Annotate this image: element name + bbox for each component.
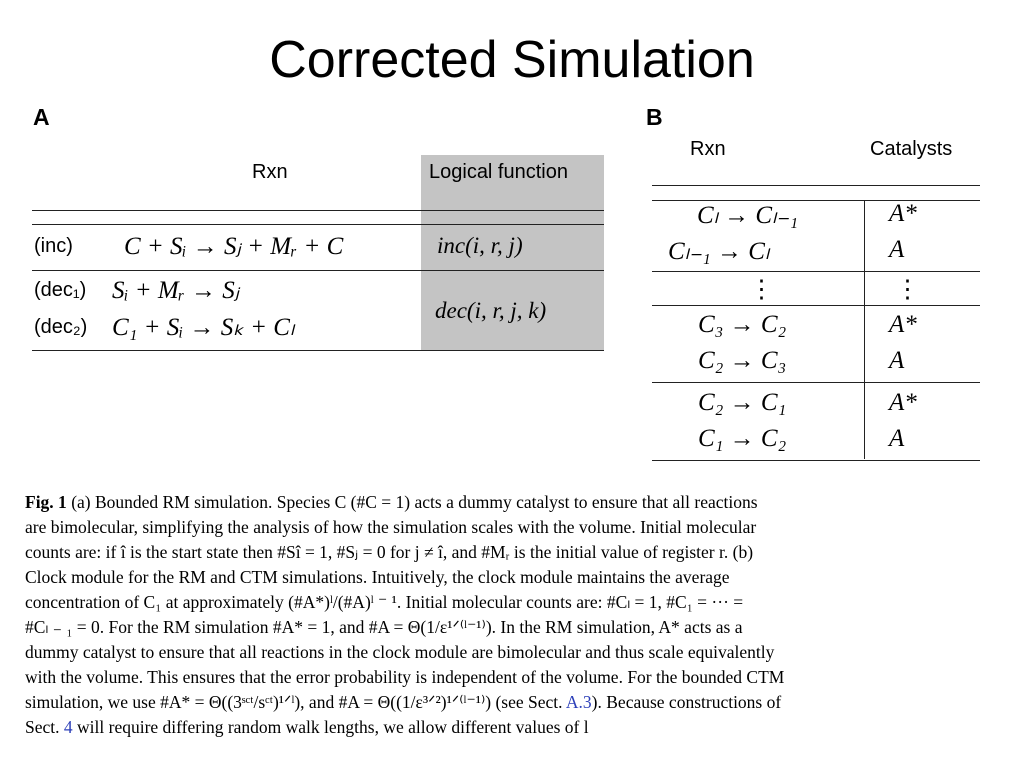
caption-line: simulation, we use #A* = Θ((3ˢᶜᵗ/sᶜᵗ)¹ᐟˡ), and #A = Θ((1/ε³ᐟ²)¹ᐟ⁽ˡ⁻¹⁾) (see Sect. A.3). Because constructions of xyxy=(25,692,782,712)
clock-catalyst: A* xyxy=(889,389,917,416)
panel-b-label: B xyxy=(646,104,663,130)
header-logical-function: Logical function xyxy=(429,161,568,183)
vertical-ellipsis: ⋮ xyxy=(895,276,920,303)
caption-line: with the volume. This ensures that the error probability is independent of the volume. For the bounded CTM xyxy=(25,667,785,687)
panel-a-table xyxy=(32,155,604,351)
header-rxn: Rxn xyxy=(252,161,288,183)
caption-line: concentration of C₁ at approximately (#A*)ˡ/(#A)ˡ ⁻ ¹. Initial molecular counts are: #Cₗ = 1, #C₁ = ··· = xyxy=(25,592,744,612)
caption-line: counts are: if î is the start state then #Sî = 1, #Sⱼ = 0 for j ≠ î, and #Mᵣ is the initial value of register r. (b) xyxy=(25,542,754,562)
slide-title: Corrected Simulation xyxy=(269,31,755,89)
section-link-a3[interactable]: A.3 xyxy=(565,692,592,712)
clock-rxn: C₃ → C₂ xyxy=(698,311,787,338)
rule xyxy=(32,210,604,211)
caption-line: #Cₗ ₋ ₁ = 0. For the RM simulation #A* = 1, and #A = Θ(1/ε¹ᐟ⁽ˡ⁻¹⁾). In the RM simulation, A* acts as a xyxy=(25,617,743,637)
row-inc-function: inc(i, r, j) xyxy=(437,233,523,258)
rule xyxy=(32,270,604,271)
rule xyxy=(652,185,980,186)
rule xyxy=(652,460,980,461)
clock-rxn: C₂ → C₃ xyxy=(698,347,787,374)
row-dec1-reaction: Sᵢ + Mᵣ → Sⱼ xyxy=(112,277,240,304)
clock-rxn: C₂ → C₁ xyxy=(698,389,787,416)
caption-line: Clock module for the RM and CTM simulations. Intuitively, the clock module maintains the average xyxy=(25,567,730,587)
panel-b-table xyxy=(652,135,980,461)
row-dec2-reaction: C₁ + Sᵢ → Sₖ + Cₗ xyxy=(112,314,295,341)
clock-catalyst: A xyxy=(889,236,905,263)
row-inc-reaction: C + Sᵢ → Sⱼ + Mᵣ + C xyxy=(124,233,344,260)
caption-line: Sect. 4 will require differing random walk lengths, we allow different values of l xyxy=(25,717,589,737)
clock-rxn: Cₗ₋₁ → Cₗ xyxy=(668,238,770,265)
clock-catalyst: A xyxy=(889,425,905,452)
caption-line: dummy catalyst to ensure that all reactions in the clock module are bimolecular and thus scale equivalently xyxy=(25,642,775,662)
row-inc-tag: (inc) xyxy=(34,235,73,257)
column-divider xyxy=(864,200,865,459)
figure-label: Fig. 1 xyxy=(25,492,67,512)
rule xyxy=(32,350,604,351)
clock-catalyst: A* xyxy=(889,200,917,227)
row-dec1-tag: (dec₁) xyxy=(34,279,87,301)
rule xyxy=(32,224,604,225)
row-dec2-tag: (dec₂) xyxy=(34,316,88,338)
rule xyxy=(652,271,980,272)
caption-line: Fig. 1 (a) Bounded RM simulation. Species C (#C = 1) acts a dummy catalyst to ensure that all reactions xyxy=(25,492,758,512)
clock-catalyst: A xyxy=(889,347,905,374)
figure-caption xyxy=(25,490,987,740)
header-catalysts: Catalysts xyxy=(870,138,953,160)
clock-rxn: C₁ → C₂ xyxy=(698,425,787,452)
clock-rxn: Cₗ → Cₗ₋₁ xyxy=(697,202,799,229)
rule xyxy=(652,305,980,306)
rule xyxy=(652,382,980,383)
row-dec-function: dec(i, r, j, k) xyxy=(435,298,547,323)
section-link-4[interactable]: 4 xyxy=(63,717,73,737)
caption-line: are bimolecular, simplifying the analysis of how the simulation scales with the volume. Initial molecular xyxy=(25,517,757,537)
panel-a-label: A xyxy=(33,104,50,130)
clock-catalyst: A* xyxy=(889,311,917,338)
header-rxn: Rxn xyxy=(690,138,726,160)
vertical-ellipsis: ⋮ xyxy=(749,276,774,303)
